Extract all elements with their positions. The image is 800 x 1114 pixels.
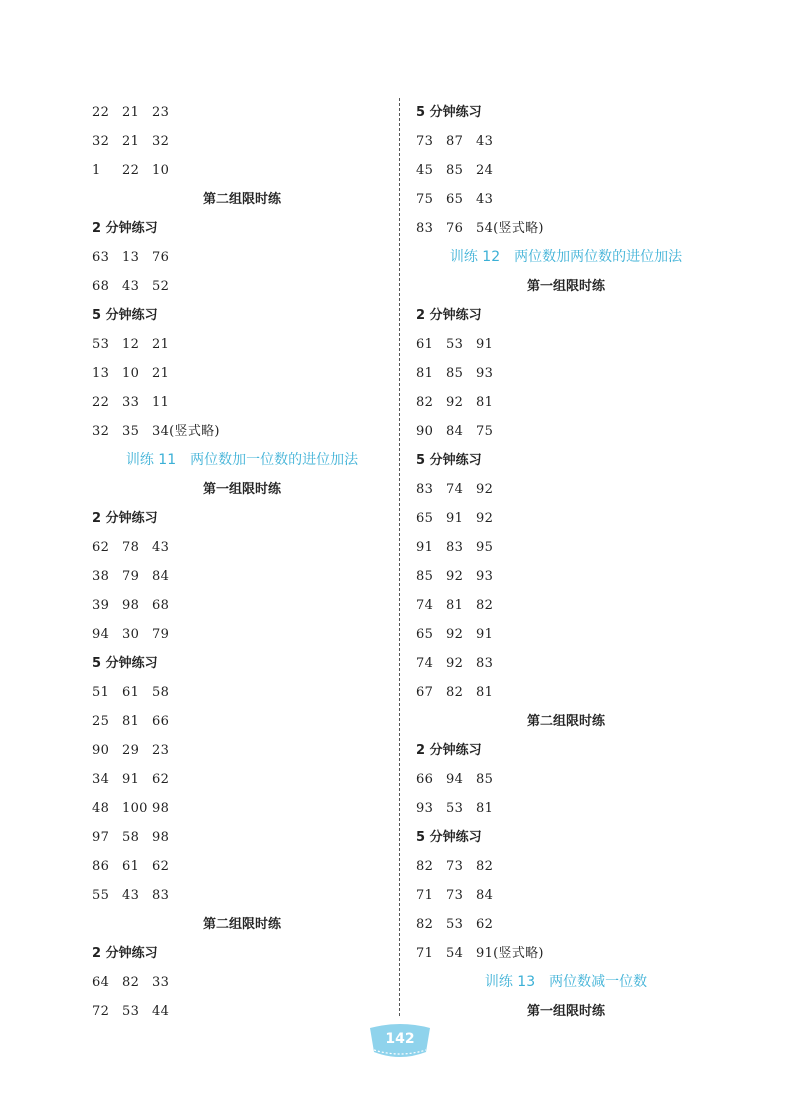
answer-value: 83	[152, 888, 170, 903]
answer-row	[92, 823, 392, 852]
answer-value: 82	[416, 395, 434, 410]
answer-value: 45	[416, 163, 434, 178]
answer-row	[416, 185, 716, 214]
answer-row	[416, 620, 716, 649]
answer-value: 23	[152, 743, 170, 758]
practice-heading: 2 分钟练习	[92, 511, 158, 526]
answer-value: 53	[446, 917, 464, 932]
answer-row	[92, 98, 392, 127]
answer-row	[416, 939, 716, 968]
answer-value: 90	[92, 743, 110, 758]
answer-value: 83	[416, 482, 434, 497]
answer-value: 68	[92, 279, 110, 294]
answer-value: 30	[122, 627, 140, 642]
lesson-title: 训练 11 两位数加一位数的进位加法	[125, 452, 359, 468]
answer-value: 38	[92, 569, 110, 584]
answer-row	[416, 417, 716, 446]
answer-value: 55	[92, 888, 110, 903]
answer-row	[92, 620, 392, 649]
answer-value: 29	[122, 743, 140, 758]
answer-value: 73	[446, 859, 464, 874]
answer-value: 91(竖式略)	[476, 946, 544, 961]
answer-value: 61	[122, 859, 140, 874]
answer-value: 34(竖式略)	[152, 424, 220, 439]
lesson-title: 训练 12 两位数加两位数的进位加法	[449, 249, 683, 265]
answer-value: 21	[152, 337, 170, 352]
lesson-title: 训练 13 两位数减一位数	[484, 974, 648, 990]
answer-value: 76	[446, 221, 464, 236]
practice-heading: 2 分钟练习	[92, 221, 158, 236]
answer-value: 82	[476, 598, 494, 613]
answer-row	[92, 272, 392, 301]
answer-value: 84	[446, 424, 464, 439]
answer-value: 81	[416, 366, 434, 381]
answer-value: 79	[152, 627, 170, 642]
answer-row	[92, 736, 392, 765]
answer-value: 81	[476, 395, 494, 410]
answer-value: 21	[152, 366, 170, 381]
answer-value: 74	[416, 656, 434, 671]
answer-row	[92, 127, 392, 156]
answer-value: 43	[476, 192, 494, 207]
answer-value: 100	[122, 801, 148, 816]
answer-row	[416, 562, 716, 591]
answer-value: 71	[416, 888, 434, 903]
answer-value: 43	[122, 279, 140, 294]
answer-value: 58	[152, 685, 170, 700]
answer-value: 53	[446, 801, 464, 816]
answer-row	[416, 533, 716, 562]
answer-value: 66	[152, 714, 170, 729]
group-heading: 第二组限时练	[526, 714, 605, 729]
answer-value: 81	[122, 714, 140, 729]
answer-value: 54	[446, 946, 464, 961]
answer-row	[416, 649, 716, 678]
answer-row	[92, 794, 392, 823]
answer-row	[92, 997, 392, 1026]
answer-value: 58	[122, 830, 140, 845]
answer-value: 68	[152, 598, 170, 613]
answer-value: 62	[152, 859, 170, 874]
answer-value: 81	[476, 685, 494, 700]
answer-value: 92	[476, 511, 494, 526]
answer-value: 91	[476, 337, 494, 352]
answer-value: 81	[446, 598, 464, 613]
answer-value: 10	[152, 163, 170, 178]
answer-value: 32	[92, 134, 110, 149]
answer-row	[92, 765, 392, 794]
answer-value: 82	[446, 685, 464, 700]
answer-value: 65	[416, 511, 434, 526]
answer-value: 93	[416, 801, 434, 816]
answer-value: 24	[476, 163, 494, 178]
answer-value: 90	[416, 424, 434, 439]
answer-value: 82	[416, 917, 434, 932]
answer-value: 34	[92, 772, 110, 787]
answer-row	[416, 156, 716, 185]
answer-value: 73	[446, 888, 464, 903]
answer-value: 74	[446, 482, 464, 497]
answer-value: 62	[476, 917, 494, 932]
group-heading: 第二组限时练	[202, 917, 281, 932]
answer-row	[416, 388, 716, 417]
answer-row	[92, 707, 392, 736]
answer-value: 12	[122, 337, 140, 352]
answer-row	[416, 591, 716, 620]
answer-value: 98	[152, 830, 170, 845]
answer-row	[416, 127, 716, 156]
answer-value: 22	[92, 395, 110, 410]
answer-value: 32	[152, 134, 170, 149]
answer-value: 82	[476, 859, 494, 874]
answer-value: 51	[92, 685, 110, 700]
practice-heading: 2 分钟练习	[416, 743, 482, 758]
answer-row	[92, 533, 392, 562]
answer-value: 73	[416, 134, 434, 149]
answer-row	[92, 591, 392, 620]
answer-value: 25	[92, 714, 110, 729]
answer-row	[416, 765, 716, 794]
answer-value: 85	[476, 772, 494, 787]
answer-value: 74	[416, 598, 434, 613]
answer-value: 35	[122, 424, 140, 439]
answer-value: 92	[446, 395, 464, 410]
answer-value: 85	[416, 569, 434, 584]
practice-heading: 2 分钟练习	[416, 308, 482, 323]
answer-value: 53	[446, 337, 464, 352]
answer-row	[416, 214, 716, 243]
answer-row	[416, 881, 716, 910]
answer-value: 85	[446, 163, 464, 178]
answer-value: 33	[122, 395, 140, 410]
answer-value: 91	[476, 627, 494, 642]
answer-value: 72	[92, 1004, 110, 1019]
answer-row	[92, 388, 392, 417]
answer-value: 66	[416, 772, 434, 787]
answer-row	[416, 475, 716, 504]
answer-row	[416, 852, 716, 881]
answer-row	[92, 562, 392, 591]
answer-row	[92, 417, 392, 446]
answer-row	[416, 504, 716, 533]
answer-value: 65	[446, 192, 464, 207]
answer-value: 87	[446, 134, 464, 149]
answer-row	[416, 910, 716, 939]
answer-value: 71	[416, 946, 434, 961]
answer-value: 32	[92, 424, 110, 439]
answer-value: 22	[122, 163, 140, 178]
answer-value: 92	[446, 656, 464, 671]
answer-row	[416, 330, 716, 359]
answer-value: 85	[446, 366, 464, 381]
answer-value: 65	[416, 627, 434, 642]
answer-value: 11	[152, 395, 170, 410]
answer-value: 91	[446, 511, 464, 526]
answer-value: 79	[122, 569, 140, 584]
right-column	[416, 98, 716, 1026]
practice-heading: 5 分钟练习	[416, 105, 482, 120]
answer-value: 43	[152, 540, 170, 555]
practice-heading: 5 分钟练习	[92, 308, 158, 323]
answer-value: 13	[122, 250, 140, 265]
answer-value: 97	[92, 830, 110, 845]
group-heading: 第一组限时练	[202, 482, 281, 497]
answer-value: 83	[446, 540, 464, 555]
answer-row	[416, 359, 716, 388]
answer-value: 43	[476, 134, 494, 149]
answer-value: 78	[122, 540, 140, 555]
answer-value: 91	[122, 772, 140, 787]
answer-row	[416, 794, 716, 823]
column-divider	[399, 98, 400, 1016]
answer-value: 81	[476, 801, 494, 816]
answer-row	[92, 678, 392, 707]
answer-value: 21	[122, 105, 140, 120]
answer-value: 95	[476, 540, 494, 555]
answer-value: 75	[416, 192, 434, 207]
answer-value: 86	[92, 859, 110, 874]
answer-value: 54(竖式略)	[476, 221, 544, 236]
answer-value: 13	[92, 366, 110, 381]
answer-value: 83	[416, 221, 434, 236]
answer-value: 62	[92, 540, 110, 555]
practice-heading: 2 分钟练习	[92, 946, 158, 961]
answer-value: 84	[476, 888, 494, 903]
answer-value: 53	[92, 337, 110, 352]
answer-row	[92, 968, 392, 997]
answer-value: 67	[416, 685, 434, 700]
practice-heading: 5 分钟练习	[416, 453, 482, 468]
answer-value: 92	[476, 482, 494, 497]
answer-row	[92, 359, 392, 388]
answer-value: 44	[152, 1004, 170, 1019]
group-heading: 第二组限时练	[202, 192, 281, 207]
practice-heading: 5 分钟练习	[92, 656, 158, 671]
answer-value: 63	[92, 250, 110, 265]
answer-value: 23	[152, 105, 170, 120]
answer-value: 82	[416, 859, 434, 874]
answer-row	[416, 678, 716, 707]
practice-heading: 5 分钟练习	[416, 830, 482, 845]
answer-value: 48	[92, 801, 110, 816]
answer-value: 21	[122, 134, 140, 149]
answer-value: 94	[92, 627, 110, 642]
group-heading: 第一组限时练	[526, 279, 605, 294]
answer-value: 62	[152, 772, 170, 787]
answer-value: 93	[476, 366, 494, 381]
answer-value: 82	[122, 975, 140, 990]
answer-value: 98	[152, 801, 170, 816]
answer-value: 22	[92, 105, 110, 120]
answer-value: 43	[122, 888, 140, 903]
answer-row	[92, 852, 392, 881]
answer-value: 39	[92, 598, 110, 613]
answer-value: 83	[476, 656, 494, 671]
answer-value: 10	[122, 366, 140, 381]
answer-row	[92, 330, 392, 359]
answer-value: 92	[446, 569, 464, 584]
group-heading: 第一组限时练	[526, 1004, 605, 1019]
answer-value: 98	[122, 598, 140, 613]
answer-value: 84	[152, 569, 170, 584]
left-column	[92, 98, 392, 1026]
answer-row	[92, 243, 392, 272]
answer-value: 1	[92, 163, 101, 178]
page-number: 142	[385, 1031, 415, 1047]
answer-row	[92, 156, 392, 185]
answer-value: 75	[476, 424, 494, 439]
answer-value: 33	[152, 975, 170, 990]
answer-value: 76	[152, 250, 170, 265]
answer-value: 93	[476, 569, 494, 584]
answer-value: 91	[416, 540, 434, 555]
answer-value: 94	[446, 772, 464, 787]
answer-value: 92	[446, 627, 464, 642]
answer-value: 61	[416, 337, 434, 352]
answer-value: 64	[92, 975, 110, 990]
answer-row	[92, 881, 392, 910]
answer-value: 52	[152, 279, 170, 294]
answer-value: 53	[122, 1004, 140, 1019]
answer-value: 61	[122, 685, 140, 700]
